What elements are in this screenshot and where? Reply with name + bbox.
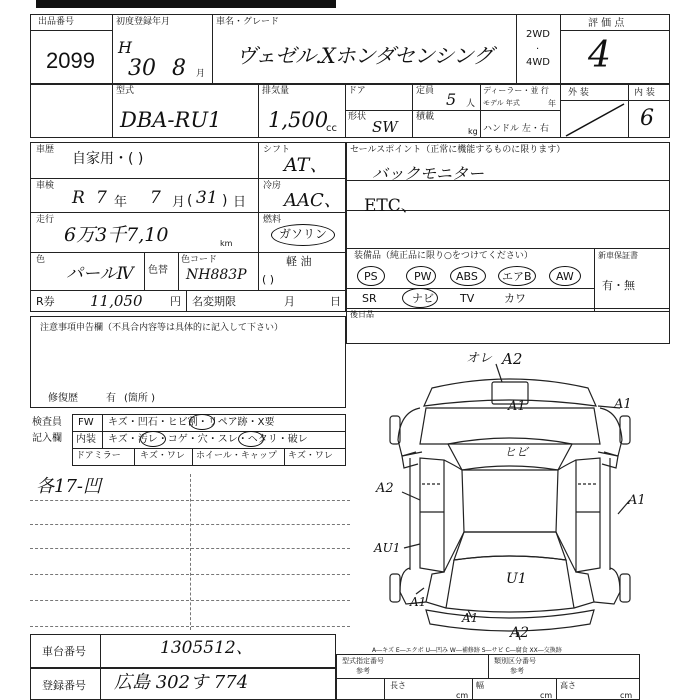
inspector-label-1: 検査員 [32, 417, 62, 428]
exhibit-no: 2099 [46, 48, 95, 73]
mileage-label: 走行 [36, 215, 55, 225]
shift-label: シフト [263, 145, 291, 155]
car-name-label: 車名・グレード [216, 17, 280, 27]
dealer-label: ディーラー・並 行 [483, 86, 549, 95]
legend-text: A―キズ E―エクボ U―凹み W―補修跡 S―サビ C―腐食 XX―交換跡 [372, 647, 562, 654]
inspector-wheel: ホイール・キャップ [196, 451, 277, 461]
first-reg-month-unit: 月 [196, 69, 206, 79]
inspector-mirror: ドアミラー [76, 451, 121, 461]
km-unit: km [220, 239, 233, 248]
equip-pw: PW [414, 270, 432, 283]
damage-mark-11: A1 [462, 611, 479, 625]
cc-unit: cc [326, 123, 337, 134]
kg-unit: kg [468, 127, 478, 136]
ac-label: 冷房 [263, 181, 282, 191]
usage-label: 車歴 [36, 145, 55, 155]
handle-label: ハンドル 左・右 [483, 124, 549, 134]
capacity-unit: 人 [466, 99, 476, 109]
inspector-fw: FW [78, 417, 94, 428]
name-change-day: 日 [330, 295, 341, 308]
damage-mark-5: ヒビ [504, 445, 529, 459]
repair-label: 修復歴 [48, 393, 78, 404]
inspection-era: R [72, 188, 85, 208]
inspector-fw-items: キズ・凹石・ヒビ割・リペア跡・X要 [108, 417, 275, 428]
light-oil-label: 軽 油 [286, 255, 312, 268]
color-label: 色 [36, 255, 46, 265]
capacity: 5 [446, 90, 457, 109]
load-label: 積載 [416, 112, 435, 122]
inspector-wheel-items: キズ・ワレ [288, 451, 333, 461]
damage-mark-7: A1 [628, 493, 646, 508]
name-change-month: 月 [284, 295, 295, 308]
drive-4wd: 4WD [526, 57, 550, 68]
shape-label: 形状 [348, 112, 367, 122]
damage-mark-6: A2 [376, 481, 394, 496]
equip-leather: カワ [504, 292, 526, 305]
displacement: 1,500 [268, 108, 329, 132]
equip-ps: PS [364, 270, 378, 283]
equip-sr: SR [362, 292, 377, 305]
recycle-amount: 11,050 [90, 292, 143, 310]
equip-navi: ナビ [412, 292, 434, 305]
damage-mark-10: A1 [410, 595, 427, 609]
damage-mark-12: A2 [510, 625, 530, 641]
sales-line2: ETC、 [364, 196, 418, 216]
model: DBA-RU1 [120, 108, 222, 132]
chassis: 1305512、 [160, 638, 253, 658]
shape: SW [372, 118, 398, 136]
door-label: ドア [348, 86, 366, 96]
year-unit: 年 [548, 99, 556, 108]
repair-paren: (箇所 ) [124, 393, 155, 404]
damage-mark-4: A1 [614, 397, 632, 412]
sales-points-label: セールスポイント（正常に機能するものに限ります） [350, 145, 566, 155]
height-label: 高さ [560, 681, 576, 690]
color-code: NH883P [186, 267, 247, 283]
inspector-interior: 内装 [76, 434, 96, 445]
inspection-label: 車検 [36, 181, 55, 191]
fuel: ガソリン [279, 227, 328, 241]
inspector-label-2: 記入欄 [32, 433, 62, 444]
reg-label: 登録番号 [42, 679, 86, 692]
color-change-label: 色替 [148, 265, 168, 276]
damage-mark-2: A2 [502, 350, 523, 368]
color: パールⅣ [66, 264, 134, 284]
inspection-nichi: 日 [233, 195, 247, 210]
equip-aw: AW [556, 270, 574, 283]
damage-mark-1: オレ [466, 351, 493, 366]
exterior-slash [560, 100, 628, 138]
new-warranty-label: 新車保証書 [598, 251, 638, 260]
yen-unit: 円 [170, 295, 181, 308]
inspection-nen: 年 [114, 195, 128, 210]
height-cm: cm [620, 691, 633, 700]
ac: AAC、 [284, 190, 342, 211]
sales-line1: バックモニター [372, 164, 485, 183]
width-cm: cm [540, 691, 553, 700]
exterior-label: 外 装 [568, 88, 589, 98]
class-ref: 参考 [510, 667, 524, 675]
interior-score: 6 [640, 106, 654, 131]
damage-mark-3: A1 [508, 399, 526, 414]
capacity-label: 定員 [416, 86, 435, 96]
light-oil-paren: ( ) [262, 273, 275, 286]
inspection-day: 31 [196, 188, 218, 208]
recycle-label: R券 [36, 295, 55, 308]
handwritten-note: 各17-凹 [36, 476, 101, 497]
warranty-value: 有・無 [602, 279, 635, 292]
equip-tv: TV [460, 292, 475, 305]
equipment-label: 装備品（純正品に限り○をつけてください） [354, 251, 533, 261]
drive-2wd: 2WD [526, 29, 550, 40]
length-label: 長さ [390, 681, 406, 690]
first-reg-label: 初度登録年月 [116, 17, 171, 27]
name-change-label: 名変期限 [192, 295, 236, 308]
width-label: 幅 [476, 681, 484, 690]
rear-frame [346, 308, 670, 344]
score: 4 [588, 35, 611, 76]
car-diagram [360, 348, 660, 644]
score-label: 評 価 点 [588, 18, 625, 29]
interior-label: 内 装 [634, 88, 655, 98]
inspector-interior-items: キズ・汚レ・コゲ・穴・スレ・ヘタリ・破レ [108, 434, 308, 445]
inspection-tsuki: 月 [172, 195, 186, 210]
chassis-label: 車台番号 [42, 645, 86, 658]
damage-mark-8: AU1 [374, 541, 401, 555]
first-reg-month: 8 [172, 56, 186, 81]
displacement-label: 排気量 [262, 86, 290, 96]
mileage: 6万3千7,10 [64, 224, 169, 246]
model-label: 型式 [116, 86, 135, 96]
title-band [36, 0, 336, 8]
fuel-label: 燃料 [263, 215, 282, 225]
model-year-label: モデル 年式 [483, 99, 520, 107]
inspection-month: 7 [150, 188, 161, 208]
repair-value: 有 [106, 393, 116, 404]
rear-label: 後日品 [350, 310, 374, 319]
cert-ref: 参考 [356, 667, 370, 675]
cert-label: 型式指定番号 [342, 657, 384, 665]
first-reg-era: H [118, 38, 132, 57]
color-code-label: 色コード [181, 255, 218, 265]
usage: 自家用・( ) [72, 151, 144, 167]
shift: AT、 [284, 154, 329, 176]
length-cm: cm [456, 691, 469, 700]
inspection-year: 7 [96, 188, 107, 208]
equip-airbag: エアB [502, 270, 532, 283]
fuel-circle [271, 224, 335, 246]
car-name: ヴェゼル.Xホンダセンシング [236, 44, 493, 68]
class-label: 類別区分番号 [494, 657, 536, 665]
exhibit-no-label: 出品番号 [38, 17, 75, 27]
inspector-mirror-items: キズ・ワレ [140, 451, 185, 461]
reg-value: 広島 302す 774 [114, 672, 249, 693]
notes-label: 注意事項申告欄（不具合内容等は具体的に記入して下さい） [40, 323, 284, 333]
first-reg-year: 30 [128, 56, 156, 81]
equip-abs: ABS [456, 270, 478, 283]
damage-mark-9: U1 [506, 571, 527, 587]
